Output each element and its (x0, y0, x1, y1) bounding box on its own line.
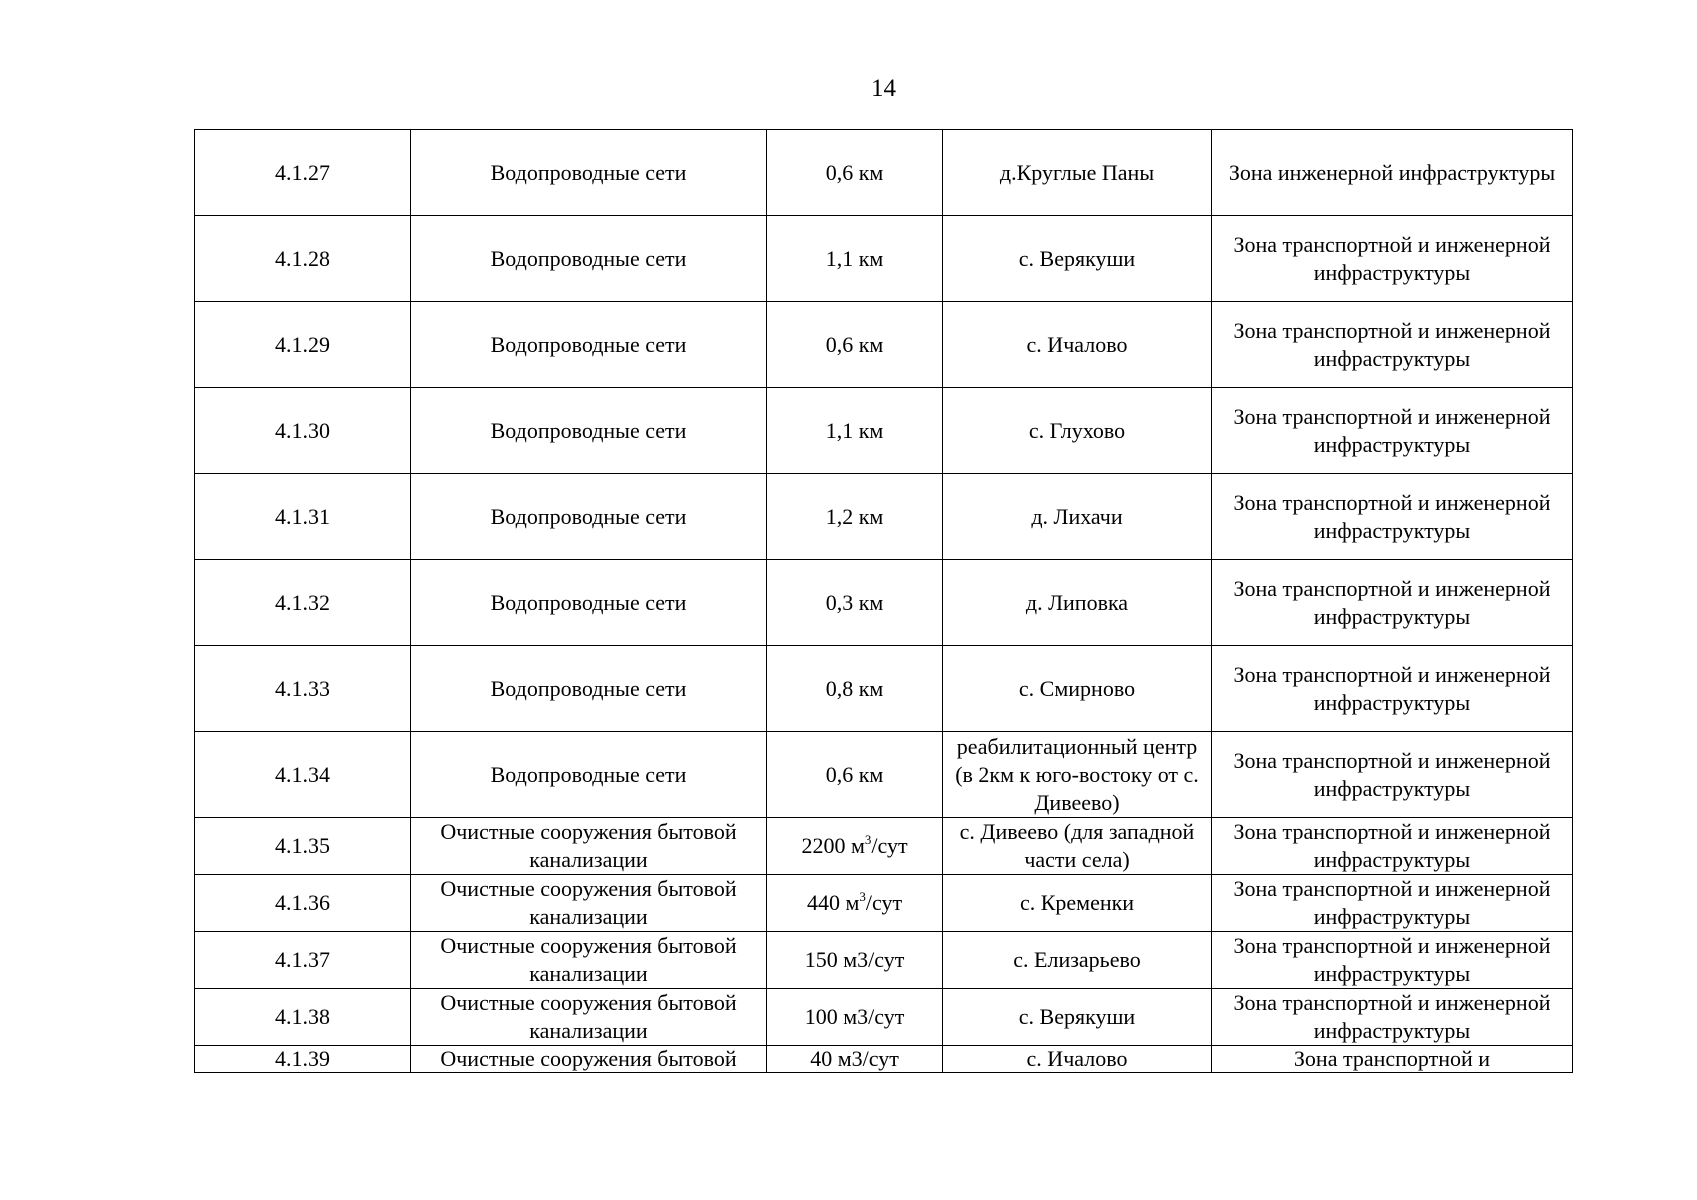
capacity-cell (767, 646, 943, 732)
location-cell: с. Верякуши (943, 216, 1212, 302)
object-name-cell: Водопроводные сети (411, 646, 767, 732)
location-cell: д. Лихачи (943, 474, 1212, 560)
capacity-value: 100 м3/сут (804, 1004, 905, 1029)
capacity-value: 40 м3/сут (810, 1046, 899, 1071)
zone-cell: Зона транспортной и инженерной инфраструктуры (1212, 818, 1573, 875)
capacity-cell (767, 474, 943, 560)
capacity-value: 1,1 км (825, 417, 884, 443)
capacity-cell (767, 1046, 943, 1073)
object-name-cell: Очистные сооружения бытовой канализации (411, 989, 767, 1046)
capacity-cell (767, 875, 943, 932)
table-row (195, 216, 1573, 302)
zone-cell: Зона транспортной и инженерной инфраструктуры (1212, 875, 1573, 932)
capacity-value: 2200 м (801, 833, 865, 858)
infrastructure-table (194, 129, 1573, 1073)
zone-cell: Зона транспортной и инженерной инфраструктуры (1212, 732, 1573, 818)
capacity-cell (767, 732, 943, 818)
table-row (195, 388, 1573, 474)
capacity-cell (767, 560, 943, 646)
object-name-cell: Водопроводные сети (411, 732, 767, 818)
location-cell: с. Кременки (943, 875, 1212, 932)
table-row (195, 560, 1573, 646)
capacity-cell (767, 216, 943, 302)
object-name-cell: Водопроводные сети (411, 130, 767, 216)
capacity-value: 0,3 км (825, 589, 884, 615)
row-number-cell: 4.1.37 (195, 932, 411, 989)
zone-cell: Зона инженерной инфраструктуры (1212, 130, 1573, 216)
row-number-cell: 4.1.31 (195, 474, 411, 560)
capacity-value: 1,2 км (825, 503, 884, 529)
object-name-cell: Водопроводные сети (411, 474, 767, 560)
capacity-cell (767, 302, 943, 388)
capacity-value: 1,1 км (825, 245, 884, 271)
capacity-value: 0,6 км (825, 331, 884, 357)
row-number-cell: 4.1.30 (195, 388, 411, 474)
zone-cell: Зона транспортной и инженерной инфраструктуры (1212, 646, 1573, 732)
location-cell: с. Смирново (943, 646, 1212, 732)
location-cell: реабилитационный центр (в 2км к юго-востоку от с. Дивеево) (943, 732, 1212, 818)
capacity-unit-superscript: 3 (859, 888, 866, 904)
capacity-cell (767, 130, 943, 216)
table-row (195, 875, 1573, 932)
page-number: 14 (871, 75, 896, 102)
capacity-unit-suffix: /сут (871, 833, 908, 858)
object-name-cell: Водопроводные сети (411, 388, 767, 474)
zone-cell: Зона транспортной и инженерной инфраструктуры (1212, 388, 1573, 474)
capacity-unit-suffix: /сут (865, 890, 903, 915)
zone-cell: Зона транспортной и инженерной инфраструктуры (1212, 932, 1573, 989)
table-row (195, 732, 1573, 818)
capacity-value: 0,8 км (825, 675, 884, 701)
location-cell: д. Липовка (943, 560, 1212, 646)
location-cell: с. Ичалово (943, 302, 1212, 388)
object-name-cell: Водопроводные сети (411, 560, 767, 646)
row-number-cell: 4.1.29 (195, 302, 411, 388)
table-row (195, 302, 1573, 388)
capacity-cell (767, 932, 943, 989)
capacity-cell (767, 989, 943, 1046)
table-body (195, 130, 1573, 1073)
object-name-cell: Очистные сооружения бытовой (411, 1046, 767, 1073)
object-name-cell: Очистные сооружения бытовой канализации (411, 818, 767, 875)
object-name-cell: Водопроводные сети (411, 302, 767, 388)
table-row (195, 130, 1573, 216)
table-row (195, 646, 1573, 732)
location-cell: с. Дивеево (для западной части села) (943, 818, 1212, 875)
zone-cell: Зона транспортной и инженерной инфраструктуры (1212, 474, 1573, 560)
object-name-cell: Водопроводные сети (411, 216, 767, 302)
zone-cell: Зона транспортной и (1212, 1046, 1573, 1073)
location-cell: с. Верякуши (943, 989, 1212, 1046)
object-name-cell: Очистные сооружения бытовой канализации (411, 932, 767, 989)
zone-cell: Зона транспортной и инженерной инфраструктуры (1212, 216, 1573, 302)
capacity-cell (767, 388, 943, 474)
location-cell: с. Ичалово (943, 1046, 1212, 1073)
location-cell: с. Елизарьево (943, 932, 1212, 989)
table-row (195, 932, 1573, 989)
row-number-cell: 4.1.27 (195, 130, 411, 216)
object-name-cell: Очистные сооружения бытовой канализации (411, 875, 767, 932)
row-number-cell: 4.1.35 (195, 818, 411, 875)
location-cell: с. Глухово (943, 388, 1212, 474)
capacity-cell (767, 818, 943, 875)
row-number-cell: 4.1.28 (195, 216, 411, 302)
capacity-unit-superscript: 3 (864, 831, 872, 847)
capacity-value: 0,6 км (825, 761, 884, 787)
capacity-value: 0,6 км (825, 159, 884, 185)
zone-cell: Зона транспортной и инженерной инфраструктуры (1212, 302, 1573, 388)
location-cell: д.Круглые Паны (943, 130, 1212, 216)
table-row (195, 474, 1573, 560)
capacity-value: 150 м3/сут (804, 947, 905, 972)
row-number-cell: 4.1.34 (195, 732, 411, 818)
capacity-value: 440 м (806, 890, 860, 915)
row-number-cell: 4.1.36 (195, 875, 411, 932)
row-number-cell: 4.1.38 (195, 989, 411, 1046)
table-row (195, 989, 1573, 1046)
row-number-cell: 4.1.39 (195, 1046, 411, 1073)
row-number-cell: 4.1.33 (195, 646, 411, 732)
zone-cell: Зона транспортной и инженерной инфраструктуры (1212, 560, 1573, 646)
row-number-cell: 4.1.32 (195, 560, 411, 646)
table-row (195, 1046, 1573, 1073)
table-row (195, 818, 1573, 875)
zone-cell: Зона транспортной и инженерной инфраструктуры (1212, 989, 1573, 1046)
